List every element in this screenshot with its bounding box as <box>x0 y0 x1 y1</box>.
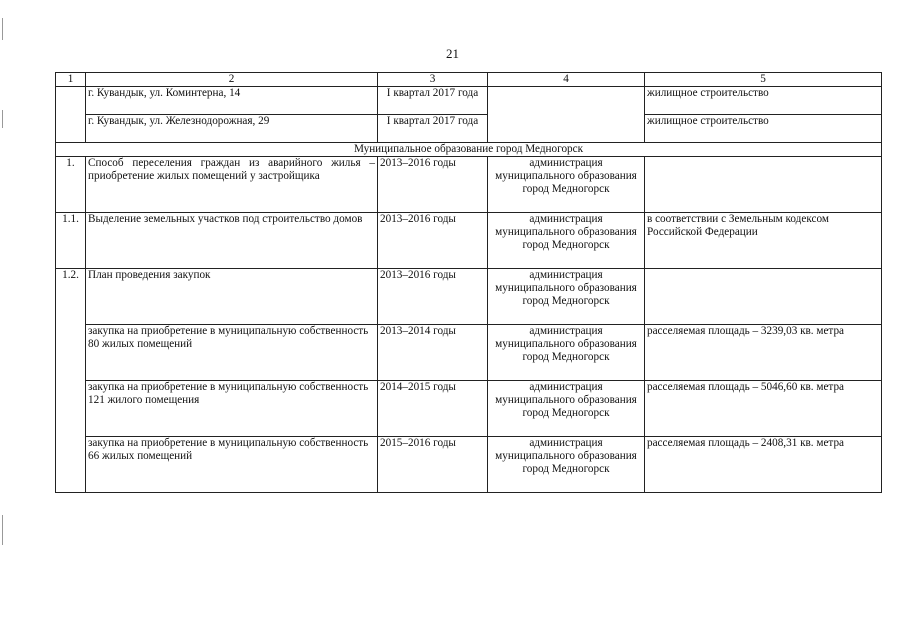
note-cell: расселяемая площадь – 5046,60 кв. метра <box>645 381 882 437</box>
term-cell: 2013–2016 годы <box>378 269 488 325</box>
responsible-cell: администрация муниципального образования город Медногорск <box>488 437 645 493</box>
responsible-cell: администрация муниципального образования город Медногорск <box>488 325 645 381</box>
term-cell: 2013–2016 годы <box>378 213 488 269</box>
row-number: 1.1. <box>56 213 86 269</box>
table-row <box>56 325 882 381</box>
table-row <box>56 115 882 143</box>
empty-resp-cell <box>488 87 645 143</box>
header-cell: 4 <box>488 73 645 87</box>
responsible-cell: администрация муниципального образования город Медногорск <box>488 157 645 213</box>
header-cell: 5 <box>645 73 882 87</box>
header-cell: 3 <box>378 73 488 87</box>
row-number: 1.2. <box>56 269 86 493</box>
note-cell: расселяемая площадь – 2408,31 кв. метра <box>645 437 882 493</box>
note-cell <box>645 157 882 213</box>
measure-cell: Выделение земельных участков под строительство домов <box>86 213 378 269</box>
term-cell: I квартал 2017 года <box>378 115 488 143</box>
measure-cell: закупка на приобретение в муниципальную собственность 80 жилых помещений <box>86 325 378 381</box>
header-cell: 2 <box>86 73 378 87</box>
term-cell: I квартал 2017 года <box>378 87 488 115</box>
responsible-cell: администрация муниципального образования город Медногорск <box>488 213 645 269</box>
plan-table <box>55 72 882 493</box>
table-row <box>56 381 882 437</box>
section-row <box>56 143 882 157</box>
address-cell: г. Кувандык, ул. Железнодорожная, 29 <box>86 115 378 143</box>
table-row <box>56 269 882 325</box>
table-row <box>56 213 882 269</box>
note-cell: жилищное строительство <box>645 87 882 115</box>
table-row <box>56 157 882 213</box>
margin-mark <box>2 110 3 128</box>
header-cell: 1 <box>56 73 86 87</box>
term-cell: 2013–2014 годы <box>378 325 488 381</box>
measure-cell: закупка на приобретение в муниципальную собственность 121 жилого помещения <box>86 381 378 437</box>
measure-cell: План проведения закупок <box>86 269 378 325</box>
row-number: 1. <box>56 157 86 213</box>
section-title: Муниципальное образование город Медногорск <box>56 143 882 157</box>
term-cell: 2014–2015 годы <box>378 381 488 437</box>
margin-mark <box>2 515 3 545</box>
responsible-cell: администрация муниципального образования город Медногорск <box>488 381 645 437</box>
note-cell: расселяемая площадь – 3239,03 кв. метра <box>645 325 882 381</box>
address-cell: г. Кувандык, ул. Коминтерна, 14 <box>86 87 378 115</box>
table-row <box>56 437 882 493</box>
header-row <box>56 73 882 87</box>
note-cell: в соответствии с Земельным кодексом Российской Федерации <box>645 213 882 269</box>
term-cell: 2013–2016 годы <box>378 157 488 213</box>
page-number: 21 <box>446 46 459 61</box>
note-cell <box>645 269 882 325</box>
note-cell: жилищное строительство <box>645 115 882 143</box>
measure-cell: Способ переселения граждан из аварийного жилья – приобретение жилых помещений у застройщика <box>86 157 378 213</box>
table-row <box>56 87 882 115</box>
responsible-cell: администрация муниципального образования город Медногорск <box>488 269 645 325</box>
measure-cell: закупка на приобретение в муниципальную собственность 66 жилых помещений <box>86 437 378 493</box>
margin-mark <box>2 18 3 40</box>
term-cell: 2015–2016 годы <box>378 437 488 493</box>
empty-num-cell <box>56 87 86 143</box>
